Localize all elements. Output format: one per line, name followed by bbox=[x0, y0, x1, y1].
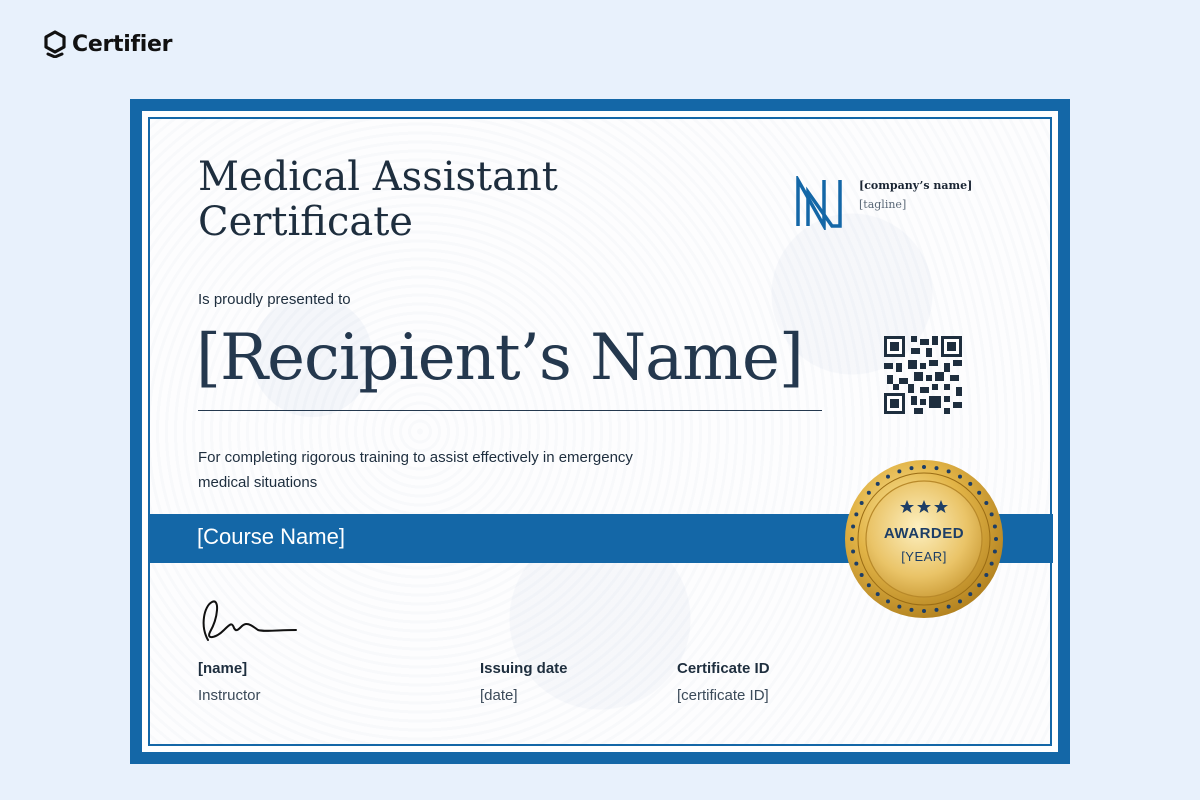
certifier-brand bbox=[44, 30, 172, 58]
issuing-date-value: [date] bbox=[480, 687, 518, 704]
seal-ring-star bbox=[990, 512, 994, 516]
certificate-id-label: Certificate ID bbox=[677, 660, 770, 677]
certificate-description: For completing rigorous training to assist effectively in emergency medical situations bbox=[198, 449, 633, 491]
recipient-underline bbox=[198, 410, 822, 411]
seal-ring-star bbox=[947, 469, 951, 473]
seal-ring-star bbox=[867, 583, 871, 587]
seal-ring-star bbox=[947, 605, 951, 609]
certificate-title bbox=[198, 155, 558, 245]
issuing-date-label: Issuing date bbox=[480, 660, 568, 677]
company-tagline: [tagline] bbox=[859, 198, 907, 211]
seal-ring-star bbox=[984, 501, 988, 505]
seal-ring-star bbox=[935, 466, 939, 470]
qr-code-icon bbox=[884, 336, 962, 414]
seal-ring-star bbox=[897, 469, 901, 473]
brand-name: Certifier bbox=[72, 31, 173, 57]
instructor-role: Instructor bbox=[198, 687, 261, 704]
recipient-name: [Recipient’s Name] bbox=[196, 321, 803, 395]
seal-ring-star bbox=[968, 482, 972, 486]
seal-ring-star bbox=[860, 501, 864, 505]
seal-ring-star bbox=[935, 608, 939, 612]
seal-ring-star bbox=[968, 592, 972, 596]
seal-ring-star bbox=[910, 466, 914, 470]
seal-ring-star bbox=[876, 482, 880, 486]
seal-ring-star bbox=[922, 465, 926, 469]
certifier-logo-icon bbox=[44, 30, 66, 58]
seal-ring-star bbox=[977, 491, 981, 495]
instructor-name: [name] bbox=[198, 660, 248, 677]
seal-ring-star bbox=[958, 599, 962, 603]
presented-to-text: Is proudly presented to bbox=[198, 291, 351, 308]
seal-ring-star bbox=[867, 491, 871, 495]
seal-ring-star bbox=[854, 512, 858, 516]
seal-ring-star bbox=[958, 475, 962, 479]
seal-year-text: [YEAR] bbox=[901, 549, 947, 564]
seal-ring-star bbox=[984, 573, 988, 577]
seal-ring-star bbox=[897, 605, 901, 609]
seal-ring-star bbox=[886, 599, 890, 603]
company-name: [company’s name] bbox=[859, 179, 973, 192]
seal-ring-star bbox=[910, 608, 914, 612]
certificate-id-value: [certificate ID] bbox=[677, 687, 769, 704]
signature-icon bbox=[198, 596, 298, 644]
title-line-2: Certificate bbox=[198, 199, 413, 245]
seal-ring-star bbox=[876, 592, 880, 596]
seal-ring-star bbox=[886, 475, 890, 479]
seal-ring-star bbox=[922, 609, 926, 613]
course-name: [Course Name] bbox=[197, 524, 345, 549]
seal-ring-star bbox=[977, 583, 981, 587]
seal-awarded-text: AWARDED bbox=[883, 525, 965, 542]
n-monogram-logo-icon bbox=[794, 176, 844, 230]
title-line-1: Medical Assistant bbox=[198, 154, 558, 200]
seal-ring-star bbox=[860, 573, 864, 577]
